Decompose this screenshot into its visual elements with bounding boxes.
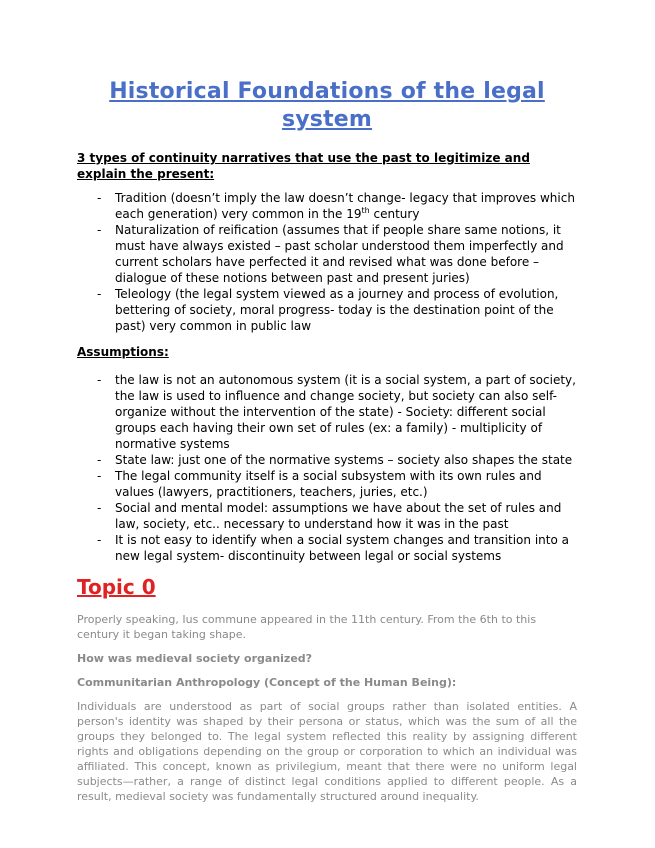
list-item <box>77 286 577 334</box>
dash-bullet-icon: - <box>97 223 102 237</box>
continuity-list <box>77 190 577 334</box>
list-item <box>77 222 577 286</box>
list-item <box>77 500 577 532</box>
page-title: Historical Foundations of the legal system <box>109 79 545 132</box>
dash-bullet-icon: - <box>97 469 102 483</box>
list-item <box>77 468 577 500</box>
item-text: State law: just one of the normative systems – society also shapes the state <box>115 453 573 467</box>
list-item <box>77 190 577 222</box>
item-text-tail: century <box>369 207 420 221</box>
continuity-heading: 3 types of continuity narratives that use the past to legitimize and explain the present: <box>77 151 530 181</box>
topic-paragraph: Individuals are understood as part of social groups rather than isolated entities. A person's identity was shaped by their persona or status, which was the sum of all the groups they belonged to. The legal system reflected this reality by assigning different rights and obligations depending on the group or corporation to which an individual was affiliated. This concept, known as privilegium, meant that there were no uniform legal subjects—rather, a range of distinct legal conditions applied to different people. As a result, medieval society was fundamentally structured around inequality. <box>77 700 577 803</box>
topic-question: How was medieval society organized? <box>77 652 313 665</box>
document-page <box>77 78 577 813</box>
topic-heading: Topic 0 <box>77 575 156 599</box>
dash-bullet-icon: - <box>97 191 102 205</box>
dash-bullet-icon: - <box>97 373 102 387</box>
list-item <box>77 372 577 452</box>
list-item <box>77 532 577 564</box>
dash-bullet-icon: - <box>97 287 102 301</box>
assumptions-heading: Assumptions: <box>77 345 169 359</box>
item-text: the law is not an autonomous system (it is a social system, a part of society, the law is used to influence and change society, but society can also self-organize without the intervention of the state) - Society: different social groups each having their own set of rules (ex: a family) - multiplicity of normative systems <box>115 373 576 451</box>
superscript: th <box>361 206 370 215</box>
item-text: Naturalization of reification (assumes that if people share same notions, it must have always existed – past scholar understood them imperfectly and current scholars have perfected it and revised what was done before – dialogue of these notions between past and present juries) <box>115 223 564 285</box>
assumptions-list <box>77 372 577 564</box>
dash-bullet-icon: - <box>97 501 102 515</box>
item-text: Social and mental model: assumptions we have about the set of rules and law, society, etc.. necessary to understand how it was in the past <box>115 501 562 531</box>
topic-intro: Properly speaking, Ius commune appeared in the 11th century. From the 6th to this century it began taking shape. <box>77 613 537 641</box>
item-text: It is not easy to identify when a social system changes and transition into a new legal system- discontinuity between legal or social systems <box>115 533 569 563</box>
item-text: The legal community itself is a social subsystem with its own rules and values (lawyers, practitioners, teachers, juries, etc.) <box>115 469 542 499</box>
item-text: Tradition (doesn’t imply the law doesn’t change- legacy that improves which each generation) very common in the 19 <box>115 191 575 221</box>
dash-bullet-icon: - <box>97 453 102 467</box>
topic-subheading: Communitarian Anthropology (Concept of the Human Being): <box>77 676 457 689</box>
list-item <box>77 452 577 468</box>
item-text: Teleology (the legal system viewed as a journey and process of evolution, bettering of society, moral progress- today is the destination point of the past) very common in public law <box>115 287 559 333</box>
dash-bullet-icon: - <box>97 533 102 547</box>
